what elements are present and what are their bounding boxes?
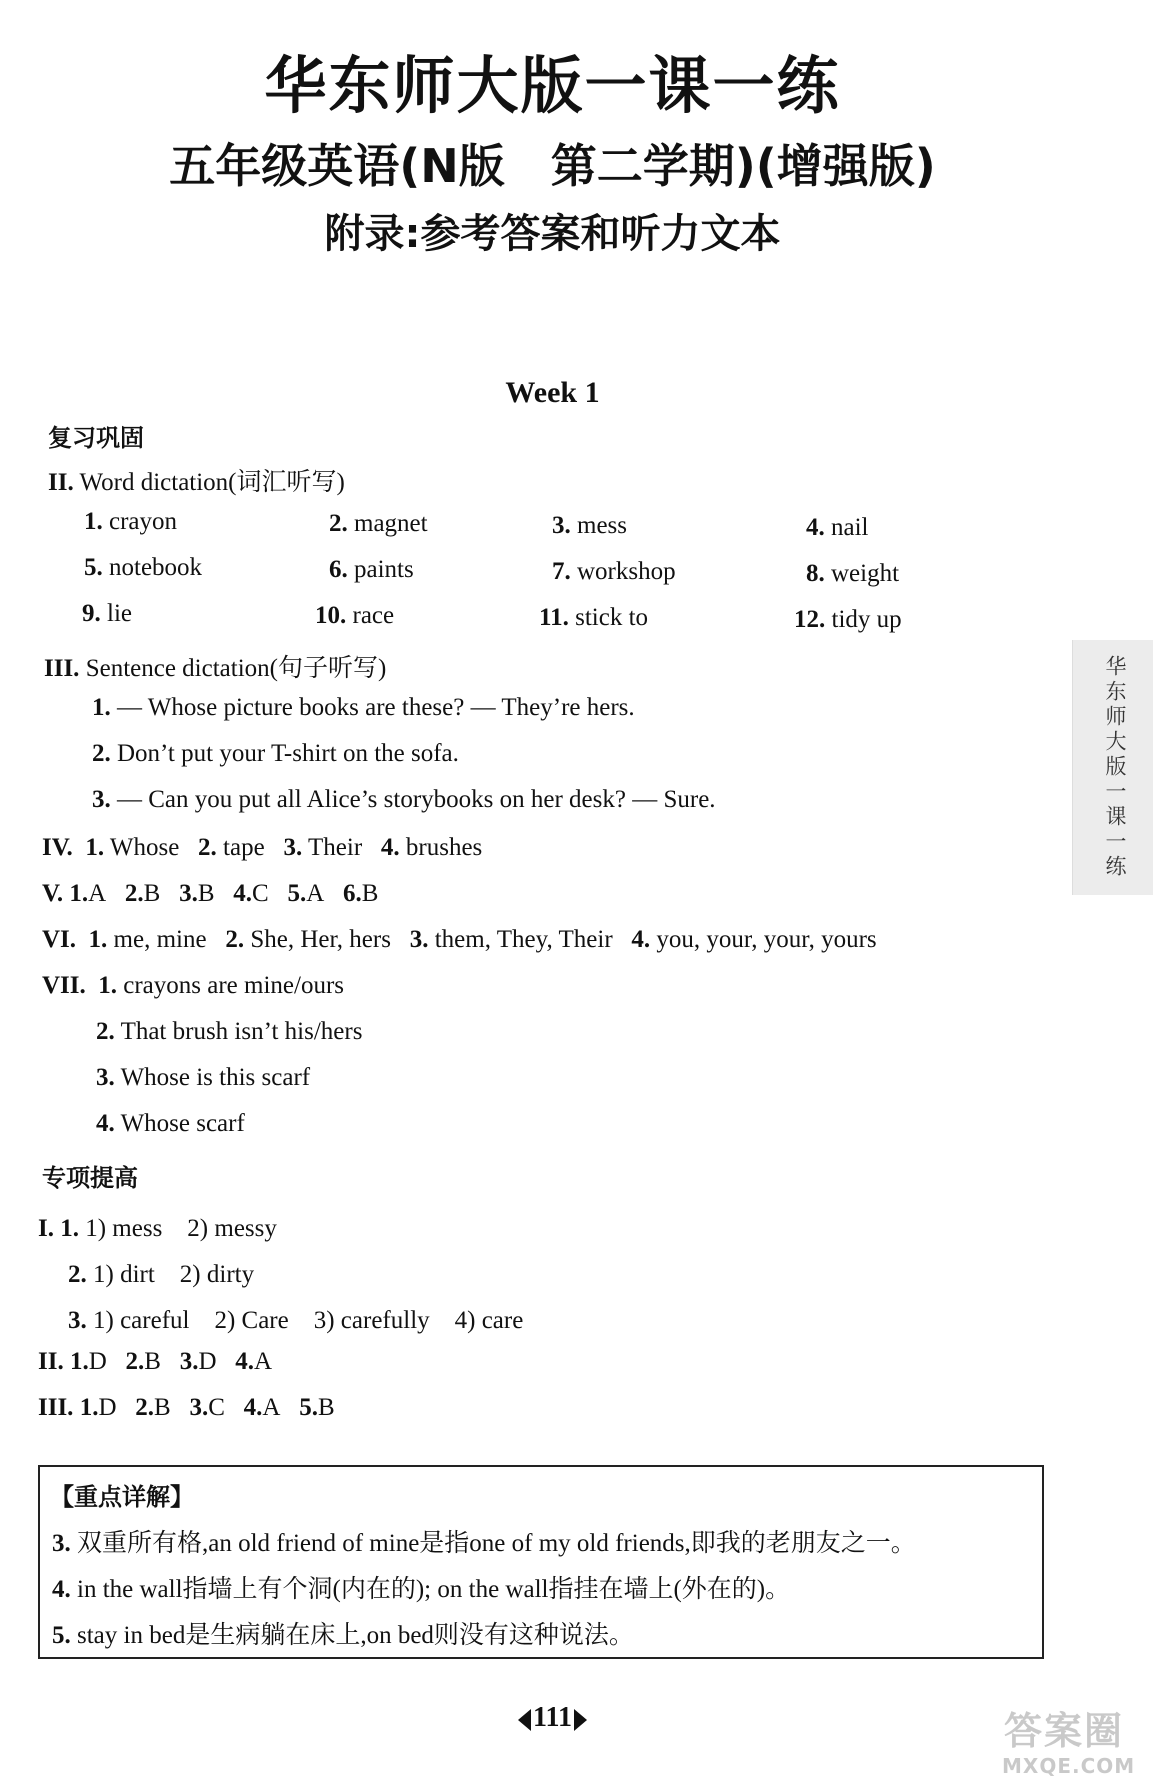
item-text: B bbox=[154, 1394, 171, 1421]
item-number: 2. bbox=[135, 1394, 154, 1421]
section-vii-first bbox=[42, 972, 344, 1000]
item-text: 1) mess 2) messy bbox=[85, 1215, 277, 1242]
watermark bbox=[1000, 1700, 1150, 1778]
item-text: brushes bbox=[405, 834, 483, 861]
section-vi-answers bbox=[42, 926, 877, 954]
list-item bbox=[329, 556, 414, 584]
item-number: 2. bbox=[225, 926, 245, 953]
list-item bbox=[806, 514, 869, 542]
item-number: 2. bbox=[198, 834, 217, 861]
item-number: 10. bbox=[315, 602, 347, 629]
item-text: A bbox=[88, 880, 107, 907]
item-number: 3. bbox=[52, 1530, 71, 1557]
improve-i-row-3 bbox=[68, 1300, 523, 1336]
item-number: 1. bbox=[69, 880, 89, 907]
item-number: 5. bbox=[299, 1394, 318, 1421]
list-item bbox=[96, 1110, 245, 1138]
item-number: 3. bbox=[552, 512, 571, 539]
item-number: 2. bbox=[92, 740, 111, 767]
item-number: 3. bbox=[409, 926, 429, 953]
list-item bbox=[84, 508, 177, 536]
list-item bbox=[539, 604, 648, 632]
watermark-logo: 答案圈 bbox=[1004, 1709, 1125, 1753]
list-item bbox=[92, 740, 459, 768]
item-text: D bbox=[88, 1348, 107, 1375]
appendix-title: 附录:参考答案和听力文本 bbox=[324, 211, 781, 257]
section-number: V. bbox=[42, 880, 64, 907]
item-text: A bbox=[254, 1348, 273, 1375]
item-number: 3. bbox=[179, 1348, 199, 1375]
item-number: 1. bbox=[92, 694, 111, 721]
item-text: nail bbox=[831, 514, 869, 541]
page-number bbox=[0, 1702, 1105, 1734]
item-number: 8. bbox=[806, 560, 825, 587]
item-number: 4. bbox=[52, 1576, 71, 1603]
key-points-box bbox=[38, 1465, 1044, 1659]
item-number: 1. bbox=[79, 1394, 99, 1421]
book-title: 华东师大版一课一练 bbox=[264, 49, 841, 122]
list-item bbox=[552, 558, 676, 586]
item-number: 6. bbox=[329, 556, 348, 583]
section-v-answers bbox=[42, 880, 378, 908]
item-number: 12. bbox=[794, 606, 826, 633]
item-number: 3. bbox=[92, 786, 111, 813]
item-number: 3. bbox=[68, 1307, 87, 1334]
section-heading-review: 复习巩固 bbox=[48, 424, 144, 452]
item-text: tidy up bbox=[831, 606, 902, 633]
item-text: race bbox=[352, 602, 395, 629]
item-text: A bbox=[306, 880, 325, 907]
item-text: B bbox=[143, 880, 161, 907]
improve-i-row-1 bbox=[38, 1208, 277, 1244]
key-points-title: 【重点详解】 bbox=[50, 1483, 194, 1511]
week-heading: Week 1 bbox=[505, 376, 600, 409]
item-number: 1. bbox=[69, 1348, 89, 1375]
side-tab-label: 华东师大版一课一练 bbox=[1103, 655, 1127, 880]
section-heading-improve: 专项提高 bbox=[42, 1164, 138, 1192]
item-number: 3. bbox=[179, 880, 198, 907]
section-number: II. bbox=[48, 469, 74, 496]
item-text: B bbox=[197, 880, 215, 907]
key-point-item bbox=[52, 1523, 916, 1559]
item-text: — Can you put all Alice’s storybooks on her desk? — Sure. bbox=[117, 786, 716, 813]
section-title: Word dictation(词汇听写) bbox=[79, 469, 345, 496]
item-number: 3. bbox=[96, 1064, 115, 1091]
item-number: 7. bbox=[552, 558, 571, 585]
item-text: B bbox=[317, 1394, 335, 1421]
item-text: Whose is this scarf bbox=[120, 1064, 311, 1091]
item-number: 1. bbox=[85, 834, 105, 861]
item-text: stick to bbox=[575, 604, 649, 631]
list-item bbox=[82, 600, 132, 628]
item-number: 4. bbox=[235, 1348, 255, 1375]
section-iii-header bbox=[44, 648, 386, 684]
right-arrow-icon bbox=[574, 1709, 587, 1731]
item-text: B bbox=[361, 880, 379, 907]
item-number: 4. bbox=[380, 834, 400, 861]
item-text: — Whose picture books are these? — They’re hers. bbox=[117, 694, 635, 721]
item-text: notebook bbox=[109, 554, 203, 581]
item-text: workshop bbox=[577, 558, 676, 585]
list-item bbox=[96, 1018, 362, 1046]
item-text: crayon bbox=[109, 508, 178, 535]
item-text: 双重所有格,an old friend of mine是指one of my old friends,即我的老朋友之一。 bbox=[77, 1530, 916, 1557]
item-text: me, mine bbox=[113, 926, 207, 953]
section-iv-answers bbox=[42, 834, 482, 862]
section-number: VI. bbox=[42, 926, 77, 953]
list-item bbox=[92, 786, 716, 814]
item-text: lie bbox=[107, 600, 132, 627]
item-number: 4. bbox=[806, 514, 825, 541]
item-text: Their bbox=[308, 834, 363, 861]
item-number: 5. bbox=[287, 880, 307, 907]
item-number: 1. bbox=[98, 972, 118, 999]
item-number: 4. bbox=[243, 1394, 263, 1421]
key-point-item bbox=[52, 1615, 634, 1651]
improve-ii-answers bbox=[38, 1348, 272, 1376]
item-text: crayons are mine/ours bbox=[123, 972, 345, 999]
item-text: in the wall指墙上有个洞(内在的); on the wall指挂在墙上(外在的)。 bbox=[77, 1576, 791, 1603]
list-item bbox=[552, 512, 627, 540]
item-text: That brush isn’t his/hers bbox=[120, 1018, 363, 1045]
item-number: 3. bbox=[189, 1394, 209, 1421]
list-item bbox=[794, 606, 902, 634]
item-text: C bbox=[208, 1394, 225, 1421]
improve-iii-answers bbox=[38, 1394, 335, 1422]
section-number: III. bbox=[38, 1394, 74, 1421]
item-number: 1. bbox=[84, 508, 103, 535]
section-number: IV. bbox=[42, 834, 73, 861]
item-text: Whose scarf bbox=[120, 1110, 245, 1137]
section-ii-header bbox=[48, 462, 345, 498]
item-text: Don’t put your T-shirt on the sofa. bbox=[117, 740, 459, 767]
section-number: II. bbox=[38, 1348, 64, 1375]
list-item bbox=[84, 554, 202, 582]
item-text: mess bbox=[577, 512, 627, 539]
item-text: 1) dirt 2) dirty bbox=[93, 1261, 255, 1288]
section-number: VII. bbox=[42, 972, 86, 999]
item-number: 4. bbox=[233, 880, 253, 907]
page-number-text: 111 bbox=[533, 1702, 572, 1733]
item-text: Whose bbox=[109, 834, 180, 861]
item-number: 5. bbox=[52, 1622, 71, 1649]
left-arrow-icon bbox=[518, 1709, 531, 1731]
item-number: 3. bbox=[283, 834, 303, 861]
section-number: I. bbox=[38, 1215, 54, 1242]
item-number: 1. bbox=[88, 926, 108, 953]
item-number: 5. bbox=[84, 554, 103, 581]
item-number: 9. bbox=[82, 600, 101, 627]
item-number: 2. bbox=[329, 510, 348, 537]
item-number: 11. bbox=[539, 604, 569, 631]
item-text: D bbox=[198, 1348, 217, 1375]
item-number: 4. bbox=[96, 1110, 115, 1137]
item-text: paints bbox=[354, 556, 414, 583]
list-item bbox=[315, 602, 394, 630]
item-text: C bbox=[252, 880, 269, 907]
item-number: 2. bbox=[68, 1261, 87, 1288]
key-point-item bbox=[52, 1569, 790, 1605]
section-number: III. bbox=[44, 655, 80, 682]
improve-i-row-2 bbox=[68, 1254, 254, 1290]
item-text: magnet bbox=[354, 510, 428, 537]
item-number: 1. bbox=[60, 1215, 79, 1242]
list-item bbox=[92, 694, 635, 722]
item-number: 4. bbox=[631, 926, 651, 953]
item-text: A bbox=[262, 1394, 281, 1421]
item-number: 2. bbox=[125, 1348, 145, 1375]
item-text: B bbox=[144, 1348, 161, 1375]
item-text: you, your, your, yours bbox=[656, 926, 877, 953]
list-item bbox=[329, 510, 428, 538]
list-item bbox=[806, 560, 899, 588]
item-text: stay in bed是生病躺在床上,on bed则没有这种说法。 bbox=[77, 1622, 634, 1649]
section-title: Sentence dictation(句子听写) bbox=[85, 655, 387, 682]
item-text: She, Her, hers bbox=[250, 926, 391, 953]
watermark-url: MXQE.COM bbox=[1002, 1754, 1136, 1778]
item-number: 6. bbox=[343, 880, 362, 907]
item-text: D bbox=[98, 1394, 117, 1421]
item-number: 2. bbox=[96, 1018, 115, 1045]
list-item bbox=[96, 1064, 310, 1092]
item-text: 1) careful 2) Care 3) carefully 4) care bbox=[93, 1307, 524, 1334]
book-subtitle: 五年级英语(N版 第二学期)(增强版) bbox=[169, 139, 936, 193]
item-number: 2. bbox=[124, 880, 144, 907]
item-text: tape bbox=[223, 834, 265, 861]
item-text: weight bbox=[831, 560, 900, 587]
item-text: them, They, Their bbox=[434, 926, 613, 953]
